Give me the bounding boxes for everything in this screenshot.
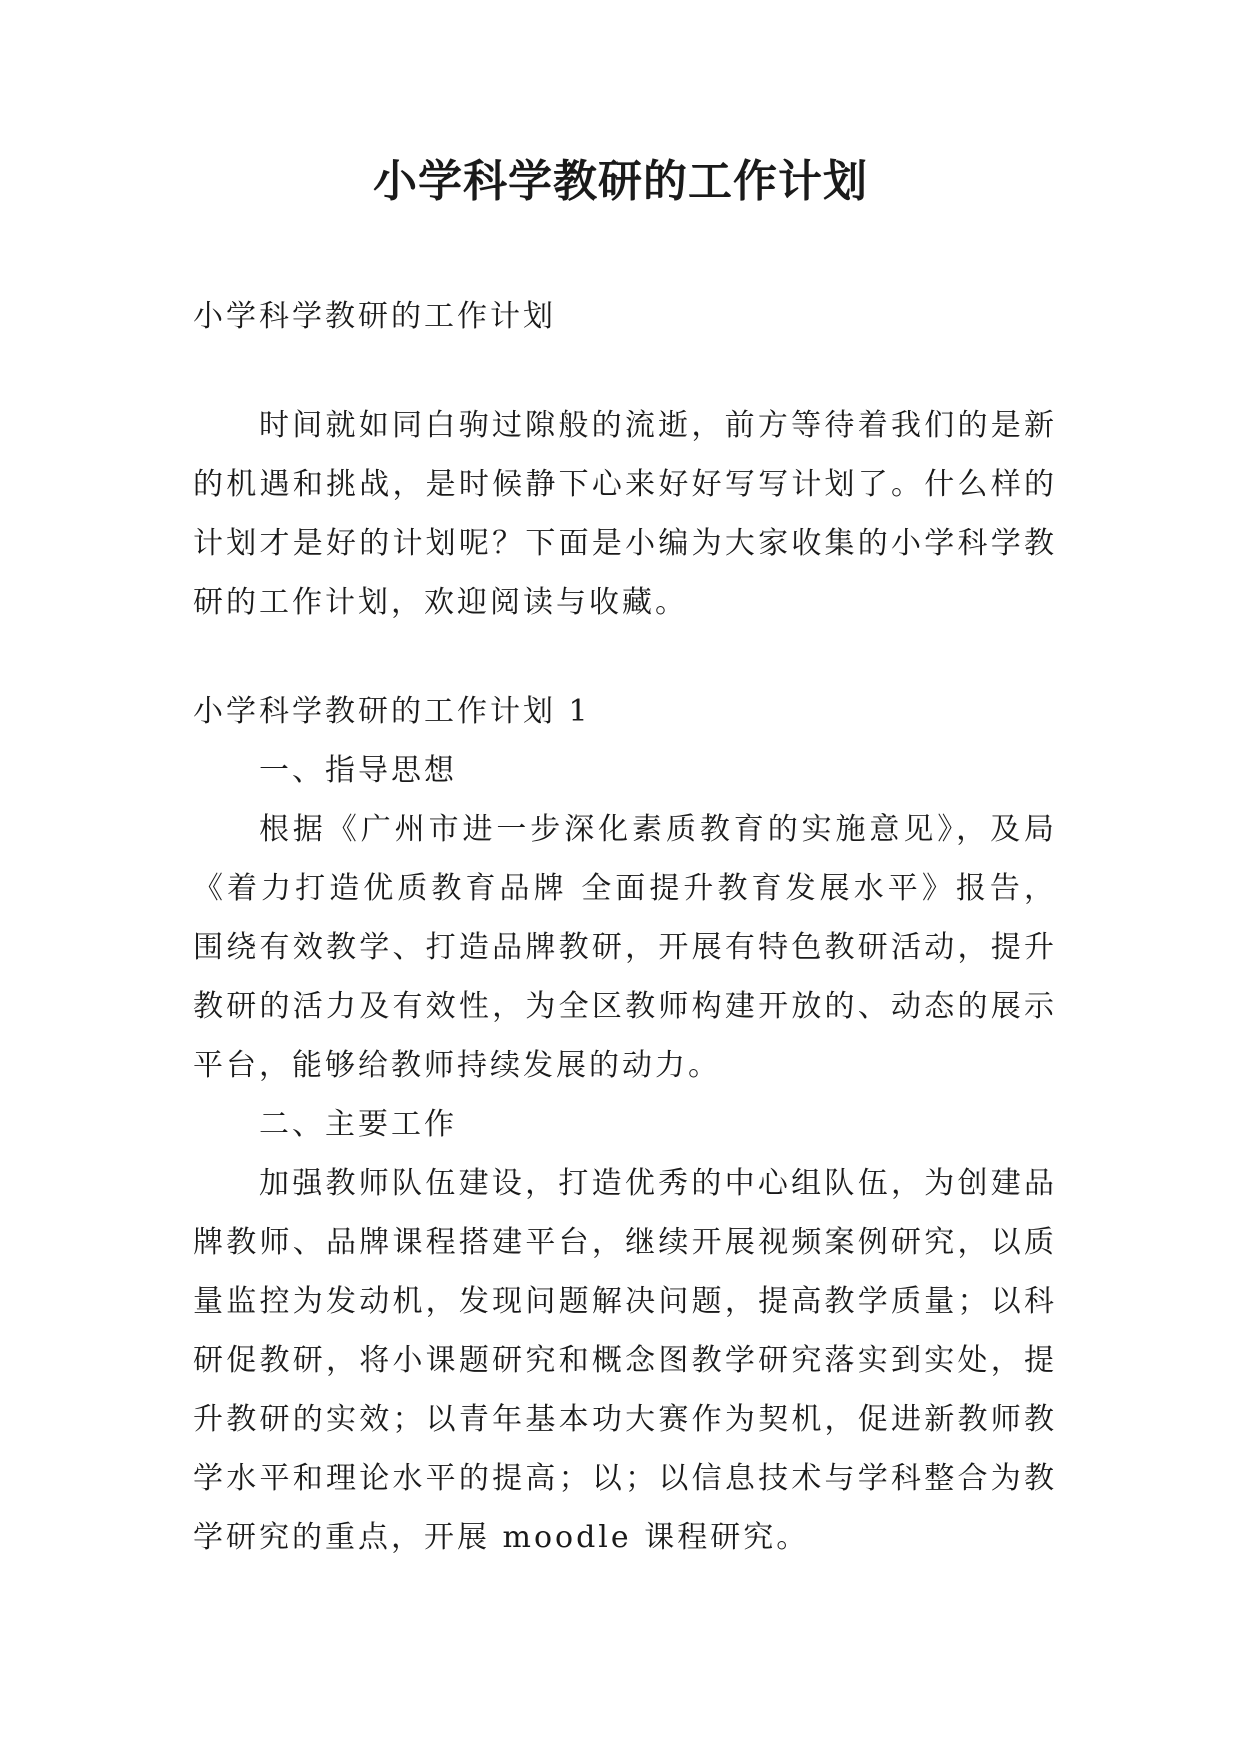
part2-paragraph: 加强教师队伍建设，打造优秀的中心组队伍，为创建品牌教师、品牌课程搭建平台，继续开展视频案例研究，以质量监控为发动机，发现问题解决问题，提高教学质量；以科研促教研，将小课题研究和概念图教学研究落实到实处，提升教研的实效；以青年基本功大赛作为契机，促进新教师教学水平和理论水平的提高；以；以信息技术与学科整合为教学研究的重点，开展 moodle 课程研究。: [193, 1166, 1057, 1555]
document-body: [193, 287, 1057, 1567]
part1-paragraph: 根据《广州市进一步深化素质教育的实施意见》，及局《着力打造优质教育品牌 全面提升教育发展水平》报告，围绕有效教学、打造品牌教研，开展有特色教研活动，提升教研的活力及有效性，为全区教师构建开放的、动态的展示平台，能够给教师持续发展的动力。: [193, 812, 1057, 1083]
part1-heading: 一、指导思想: [259, 753, 457, 788]
part2-heading: 二、主要工作: [259, 1107, 457, 1142]
document-title: 小学科学教研的工作计划: [373, 156, 868, 207]
intro-paragraph: 时间就如同白驹过隙般的流逝，前方等待着我们的是新的机遇和挑战，是时候静下心来好好写写计划了。什么样的计划才是好的计划呢？下面是小编为大家收集的小学科学教研的工作计划，欢迎阅读与收藏。: [193, 408, 1057, 620]
section-heading: 小学科学教研的工作计划 1: [193, 694, 591, 729]
document-subtitle: 小学科学教研的工作计划: [193, 299, 556, 334]
